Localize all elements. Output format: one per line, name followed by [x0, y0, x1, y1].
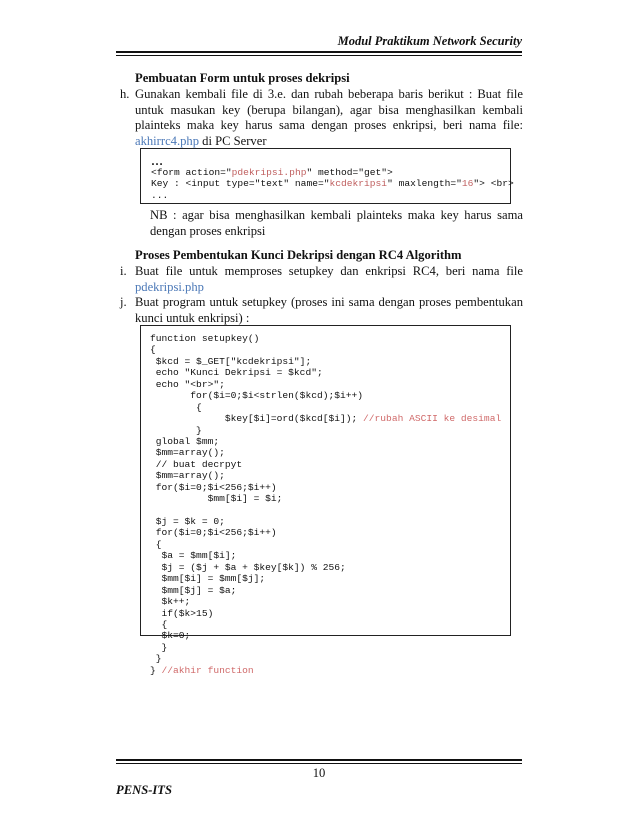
code-line: $mm[$i] = $mm[$j];: [150, 573, 266, 585]
filename-link[interactable]: pdekripsi.php: [135, 279, 204, 294]
code-block-form: [140, 148, 514, 204]
page-number: 10: [312, 766, 326, 780]
code-block-setupkey: [140, 325, 511, 676]
code-line: } //akhir function: [150, 664, 254, 676]
list-marker: h.: [120, 87, 130, 101]
code-line: $k++;: [150, 596, 191, 608]
code-line: {: [150, 344, 156, 356]
code-line: <form action="pdekripsi.php" method="get">: [151, 167, 393, 178]
item-text-tail: di PC Server: [199, 133, 267, 148]
code-line: {: [150, 618, 168, 630]
code-line: …: [151, 154, 163, 168]
item-text: Buat program untuk setupkey (proses ini sama dengan proses pembentukan kunci untuk enkripsi) :: [135, 295, 523, 325]
code-line: for($i=0;$i<256;$i++): [150, 527, 277, 539]
code-line: if($k>15): [150, 607, 214, 619]
code-line: function setupkey(): [150, 333, 260, 344]
code-line: $key[$i]=ord($kcd[$i]); //rubah ASCII ke desimal: [150, 413, 502, 425]
code-line: $a = $mm[$i];: [150, 550, 237, 562]
code-line: [150, 505, 510, 516]
filename-link[interactable]: akhirrc4.php: [135, 133, 199, 148]
code-line: $j = $k = 0;: [150, 516, 225, 527]
code-line: for($i=0;$i<strlen($kcd);$i++): [150, 390, 364, 402]
code-line: $k=0;: [150, 630, 191, 642]
code-line: {: [150, 401, 202, 413]
code-comment: //rubah ASCII ke desimal: [363, 413, 502, 425]
code-line: for($i=0;$i<256;$i++): [150, 481, 277, 493]
item-text: Gunakan kembali file di 3.e. dan rubah beberapa baris berikut : Buat file untuk masukan key (berupa bilangan), agar bisa menghasilkan kembali plainteks maka key harus sama dengan proses enkripsi, beri nama file:: [135, 87, 523, 133]
code-line: echo "Kunci Dekripsi = $kcd";: [150, 367, 323, 379]
section-title-rc4: Proses Pembentukan Kunci Dekripsi dengan RC4 Algorithm: [135, 248, 462, 262]
footer-org: PENS-ITS: [116, 783, 172, 797]
code-line: // buat decrpyt: [150, 458, 243, 470]
code-line: $mm=array();: [150, 470, 225, 482]
list-marker: i.: [120, 264, 127, 278]
code-line: }: [150, 424, 202, 436]
header-rule-thin: [116, 55, 522, 56]
code-line: }: [150, 641, 168, 653]
list-marker: j.: [120, 295, 127, 309]
code-line: Key : <input type="text" name="kcdekripsi" maxlength="16"> <br>: [151, 178, 514, 190]
section-title-form-dekripsi: Pembuatan Form untuk proses dekripsi: [135, 71, 350, 85]
list-item-h: [120, 87, 523, 149]
code-line: $mm=array();: [150, 447, 225, 459]
running-header: Modul Praktikum Network Security: [337, 34, 522, 48]
code-line: ...: [151, 189, 169, 201]
code-line: echo "<br>";: [150, 378, 225, 390]
code-line: global $mm;: [150, 435, 220, 447]
list-item-i: [120, 264, 523, 295]
item-text: Buat file untuk memproses setupkey dan enkripsi RC4, beri nama file: [135, 264, 523, 278]
header-rule: [116, 51, 522, 53]
code-line: }: [150, 653, 162, 665]
footer-rule: [116, 759, 522, 761]
code-line: {: [150, 538, 162, 550]
code-line: $mm[$j] = $a;: [150, 584, 237, 596]
code-line: $kcd = $_GET["kcdekripsi"];: [150, 355, 312, 367]
note-text: NB : agar bisa menghasilkan kembali plainteks maka key harus sama dengan proses enkripsi: [150, 208, 523, 238]
footer-rule-thin: [116, 763, 522, 764]
code-line: $mm[$i] = $i;: [150, 493, 283, 505]
code-comment: //akhir function: [161, 664, 254, 676]
list-item-j: [120, 295, 523, 326]
code-line: $j = ($j + $a + $key[$k]) % 256;: [150, 561, 346, 573]
